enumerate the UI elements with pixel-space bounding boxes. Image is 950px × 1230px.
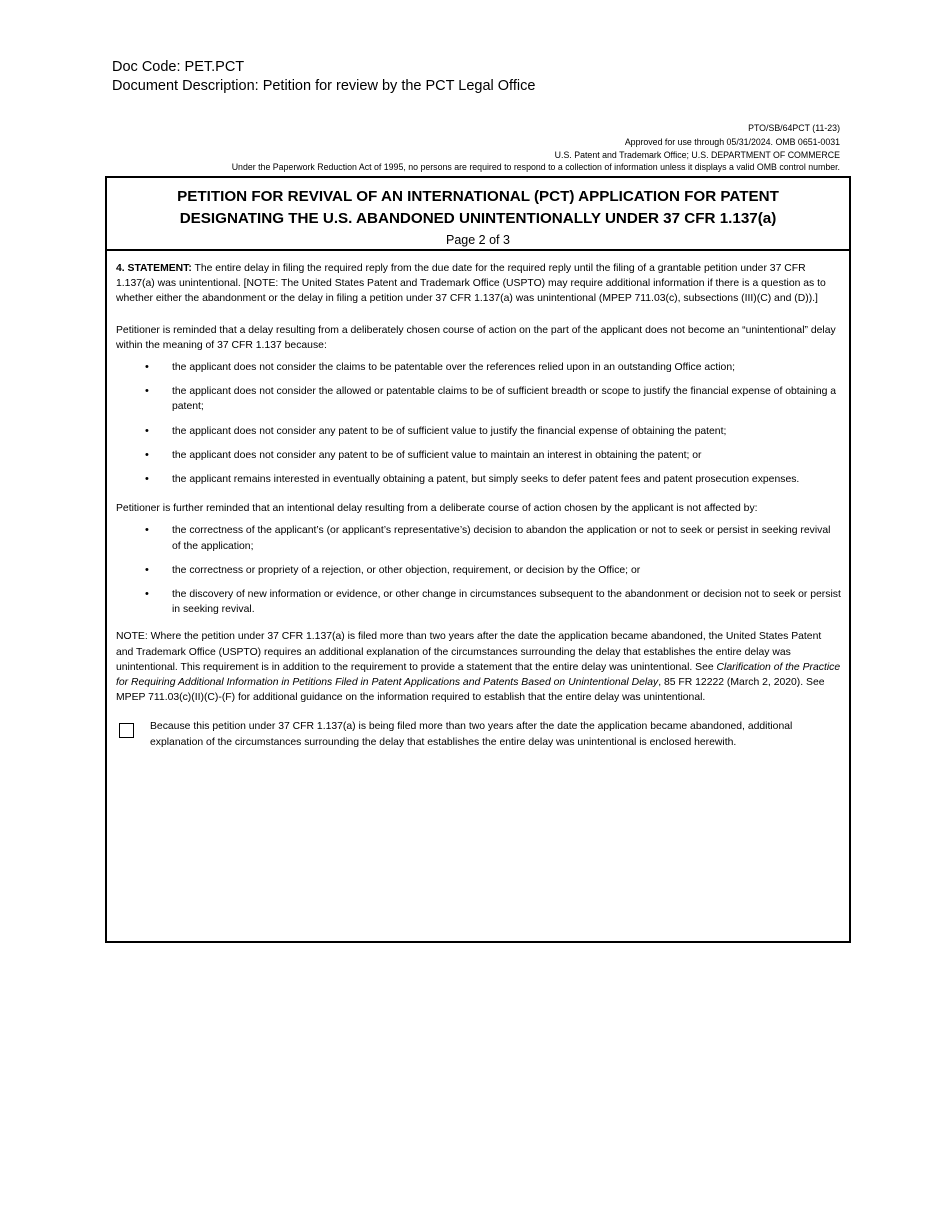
page-indicator: Page 2 of 3	[446, 233, 510, 247]
two-year-note: NOTE: Where the petition under 37 CFR 1.137(a) is filed more than two years after the date the application became abandoned, the United States Patent and Trademark Office (USPTO) requires an additional explanation of the circumstances surrounding the delay that establishes the entire delay was unintentional. This requirement is in addition to the requirement to provide a statement that the entire delay was unintentional. See Clarification of the Practice for Requiring Additional Information in Petitions Filed in Patent Applications and Patents Based on Unintentional Delay, 85 FR 12222 (March 2, 2020). See MPEP 711.03(c)(II)(C)-(F) for additional guidance on the information required to establish that the entire delay was unintentional.	[116, 631, 841, 704]
doc-description: Document Description: Petition for review by the PCT Legal Office	[112, 78, 536, 94]
bullet-marker: •	[145, 473, 149, 486]
note-citation-title: Clarification of the Practice for Requiring Additional Information in Petitions Filed in Patent Applications and Patents Based on Unintentional Delay	[116, 661, 841, 689]
form-title-block	[107, 178, 849, 251]
doc-code: Doc Code: PET.PCT	[112, 59, 245, 75]
additional-explanation-checkbox[interactable]	[119, 723, 134, 738]
petition-form	[105, 176, 851, 943]
list-item: • the applicant remains interested in eventually obtaining a patent, but simply seeks to defer patent fees and patent prosecution expenses.	[116, 472, 841, 487]
agency-name: U.S. Patent and Trademark Office; U.S. DEPARTMENT OF COMMERCE	[554, 150, 840, 160]
statement-text: The entire delay in filing the required reply from the due date for the required reply until the filing of a grantable petition under 37 CFR 1.137(a) was unintentional. [NOTE: The United States Patent and Trademark Office (USPTO) may require additional information if there is a question as to whether either the abandonment or the delay in filing a petition under 37 CFR 1.137(a) was unintentional (MPEP 711.03(c), subsections (III)(C) and (D)).]	[116, 263, 826, 305]
reminder-list	[116, 360, 841, 487]
bullet-marker: •	[145, 563, 149, 576]
further-reminder-list	[116, 523, 841, 617]
statement-section	[107, 251, 849, 750]
bullet-marker: •	[145, 588, 149, 601]
reminder-intro: Petitioner is reminded that a delay resulting from a deliberately chosen course of action on the part of the applicant does not become an “unintentional” delay within the meaning of 37 CFR 1.137 because:	[116, 324, 836, 351]
form-number: PTO/SB/64PCT (11-23)	[748, 123, 840, 133]
bullet-marker: •	[145, 361, 149, 374]
list-item: • the applicant does not consider the allowed or patentable claims to be of sufficient breadth or scope to justify the financial expense of obtaining a patent;	[145, 385, 837, 413]
further-reminder-intro: Petitioner is further reminded that an intentional delay resulting from a deliberate course of action chosen by the applicant is not affected by:	[116, 503, 758, 515]
paperwork-notice: Under the Paperwork Reduction Act of 1995, no persons are required to respond to a collection of information unless it displays a valid OMB control number.	[231, 162, 840, 172]
bullet-marker: •	[145, 385, 149, 398]
list-item: • the correctness or propriety of a rejection, or other objection, requirement, or decision by the Office; or	[116, 563, 841, 578]
list-item: • the discovery of new information or evidence, or other change in circumstances subsequent to the abandonment or decision not to seek or persist in seeking revival.	[145, 588, 841, 616]
form-title-line-2: DESIGNATING THE U.S. ABANDONED UNINTENTIONALLY UNDER 37 CFR 1.137(a)	[179, 210, 777, 227]
additional-explanation-option	[116, 719, 841, 749]
list-item: • the applicant does not consider any patent to be of sufficient value to justify the financial expense of obtaining the patent;	[116, 424, 841, 439]
omb-approval: Approved for use through 05/31/2024. OMB 0651-0031	[624, 136, 840, 147]
additional-explanation-text: Because this petition under 37 CFR 1.137(a) is being filed more than two years after the date the application became abandoned, additional explanation of the circumstances surrounding the delay that establishes the entire delay was unintentional is enclosed herewith.	[150, 721, 793, 748]
list-item: • the applicant does not consider the claims to be patentable over the references relied upon in an outstanding Office action;	[116, 360, 841, 375]
list-item: • the correctness of the applicant’s (or applicant’s representative’s) decision to abandon the application or not to seek or persist in seeking revival of the application;	[145, 524, 831, 552]
document-header	[112, 58, 535, 96]
statement-label: 4. STATEMENT:	[116, 263, 192, 274]
form-title-line-1: PETITION FOR REVIVAL OF AN INTERNATIONAL (PCT) APPLICATION FOR PATENT	[177, 188, 779, 205]
statement-paragraph	[116, 261, 841, 307]
bullet-marker: •	[145, 424, 149, 437]
bullet-marker: •	[145, 448, 149, 461]
list-item: • the applicant does not consider any patent to be of sufficient value to maintain an interest in obtaining the patent; or	[116, 448, 841, 463]
bullet-marker: •	[145, 524, 149, 537]
form-metadata	[555, 122, 840, 163]
